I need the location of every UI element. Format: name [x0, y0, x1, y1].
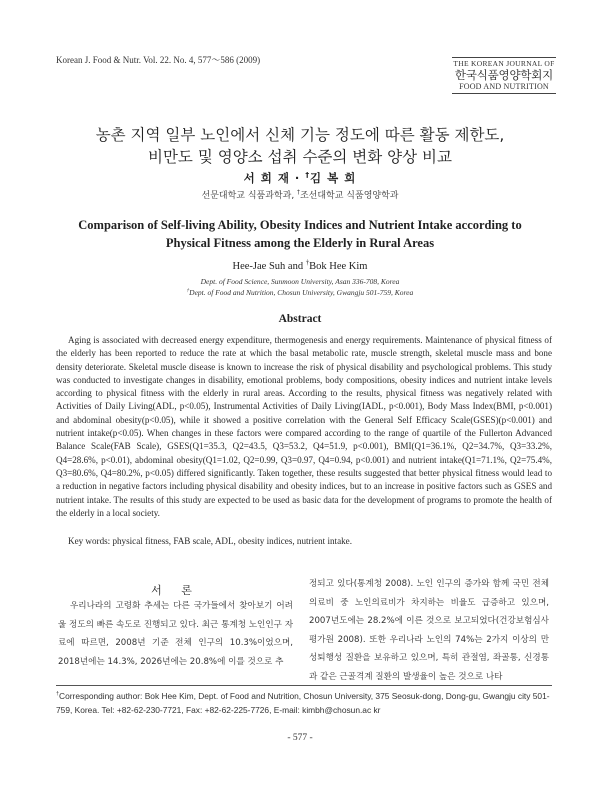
abstract-body: [56, 334, 552, 520]
title-korean-line2: 비만도 및 영양소 섭취 수준의 변화 양상 비교: [147, 148, 452, 166]
affiliation-mark: †: [297, 190, 300, 196]
affiliation-english-1: Dept. of Food Science, Sunmoon University, Asan 336-708, Korea: [200, 277, 400, 286]
title-english-line1: Comparison of Self-living Ability, Obesity Indices and Nutrient Intake according to: [78, 218, 522, 232]
section-heading-introduction: 서 론: [151, 584, 200, 597]
body-text-left: 우리나라의 고령화 추세는 다른 국가들에서 찾아보기 어려울 정도의 빠른 속도로 진행되고 있다. 최근 통계청 노인인구 자료에 따르면, 2008년 기준 전체 인구의 10.3%이었으며, 2018년에는 14.3%, 2026년에는 20.8%에 이를 것으로 추: [58, 601, 293, 667]
journal-name-en-top: THE KOREAN JOURNAL OF: [453, 59, 555, 68]
title-english-line2: Physical Fitness among the Elderly in Rural Areas: [165, 236, 435, 250]
title-korean-line1: 농촌 지역 일부 노인에서 신체 기능 정도에 따른 활동 제한도,: [95, 126, 505, 144]
journal-masthead: [452, 57, 556, 94]
affiliation-english: [0, 276, 600, 298]
author-korean-1: 서 희 재 ·: [243, 171, 306, 185]
affiliation-english-2-row: [0, 287, 600, 298]
footnote-mark: †: [56, 691, 60, 698]
corresponding-mark: †: [305, 170, 311, 180]
journal-citation: Korean J. Food & Nutr. Vol. 22. No. 4, 577～586 (2009): [56, 55, 261, 65]
footnote-divider: [56, 685, 552, 686]
authors-english: [0, 261, 600, 272]
masthead-top-rule: [452, 57, 556, 58]
body-column-right: [309, 575, 549, 686]
affiliation-mark-en: †: [186, 288, 190, 294]
abstract-heading: Abstract: [278, 313, 322, 325]
corresponding-mark-en: †: [305, 259, 310, 267]
keywords: Key words: physical fitness, FAB scale, ADL, obesity indices, nutrient intake.: [68, 536, 352, 546]
abstract-text: Aging is associated with decreased energy expenditure, thermogenesis and energy requirements. Maintenance of physical fitness of the elderly has been reported to reduce the rate at which the basal metabolic rate, muscle strength, skeletal muscle mass and bone density deteriorate. Skeletal muscle disease is known to increase the risk of physical disability and psychological problems. This study was conducted to investigate changes in disability, emotional problems, body compositions, obesity indices and nutrient intake levels according to physical fitness with the elderly in rural areas. According to the results, physical fitness was negatively related with Activities of Daily Living(ADL, p<0.05), Instrumental Activities of Daily Living(IADL, p<0.001), Body Mass Index(BMI, p<0.001) and abdominal obesity(p<0.05), while it showed a positive correlation with the General Self Efficacy Scale(GSES)(p<0.001) and nutrient intake(p<0.05). When changes in these factors were compared according to the range of quartile of the Fullerton Advanced Balance Scale(FAB Scale), GSES(Q1=35.3, Q2=43.5, Q3=53.2, Q4=51.9, p<0.001), BMI(Q1=36.1%, Q2=34.7%, Q3=33.2%, Q4=28.6%, p<0.01), abdominal obesity(Q1=1.02, Q2=0.99, Q3=0.97, Q4=0.94, p<0.001) and nutrient intake(Q1=71.1%, Q2=75.4%, Q3=80.6%, Q4=80.2%, p<0.05) differed significantly. Taken together, these results suggested that better physical fitness would lead to a reduction in negative factors including physical disability and obesity indices, but to an increase in positive factors such as GSES and nutrient intake. The results of this study are expected to be used as basic data for the development of programs to promote the health of the elderly in a local society.: [56, 335, 552, 518]
body-column-left: [58, 597, 293, 671]
body-text-right: 정되고 있다(통계청 2008). 노인 인구의 증가와 함께 국민 전체 의료비 중 노인의료비가 차지하는 비율도 급증하고 있으며, 2007년도에는 28.2%에 이른 것으로 보고되었다(건강보험심사평가원 2008). 또한 우리나라 노인의 74%는 2가지 이상의 만성퇴행성 질환을 보유하고 있으며, 특히 관절염, 좌골통, 신경통과 같은 근골격계 질환의 발생율이 높은 것으로 나타: [309, 579, 549, 682]
author-english-1: Hee-Jae Suh and: [232, 261, 306, 272]
journal-name-ko: 한국식품영양학회지: [454, 68, 554, 82]
footnote-corresponding-author: [56, 689, 552, 717]
author-english-2: Bok Hee Kim: [309, 261, 368, 272]
title-korean: [0, 124, 600, 168]
masthead-bottom-rule: [452, 93, 556, 94]
footnote-text: Corresponding author: Bok Hee Kim, Dept. of Food and Nutrition, Chosun University, 375 Seosuk-dong, Dong-gu, Gwangju city 501-759, Korea. Tel: +82-62-230-7721, Fax: +82-62-225-7726, E-mail: kimbh@chosun.ac kr: [56, 691, 550, 715]
journal-name-en-bottom: FOOD AND NUTRITION: [459, 82, 549, 91]
author-korean-2: 김 복 희: [310, 171, 357, 185]
affiliation-korean-2: 조선대학교 식품영양학과: [299, 191, 399, 201]
affiliation-korean-1: 선문대학교 식품과학과,: [201, 191, 298, 201]
page-number: - 577 -: [287, 733, 313, 743]
authors-korean: [0, 170, 600, 186]
affiliation-english-2: Dept. of Food and Nutrition, Chosun University, Gwangju 501-759, Korea: [189, 288, 414, 297]
affiliation-korean: [0, 188, 600, 201]
title-english: [40, 216, 560, 252]
